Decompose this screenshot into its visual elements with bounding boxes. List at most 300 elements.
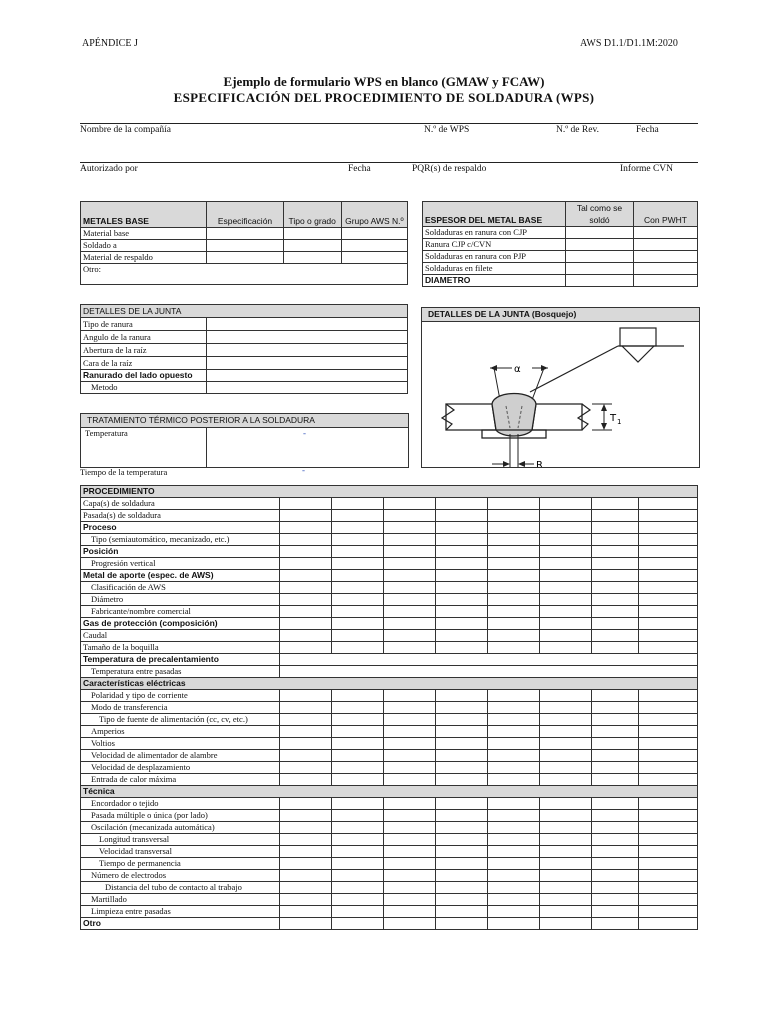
table-cell[interactable] [539, 642, 591, 654]
table-cell[interactable] [331, 858, 383, 870]
table-cell[interactable] [487, 714, 539, 726]
table-cell[interactable] [331, 594, 383, 606]
table-cell[interactable] [566, 263, 634, 275]
table-cell[interactable] [539, 858, 591, 870]
table-cell[interactable] [487, 618, 539, 630]
table-cell[interactable] [435, 774, 487, 786]
table-cell[interactable] [279, 726, 331, 738]
table-cell[interactable] [435, 570, 487, 582]
table-cell[interactable] [283, 240, 341, 252]
table-cell[interactable] [539, 894, 591, 906]
table-cell[interactable] [539, 534, 591, 546]
table-cell[interactable] [591, 774, 639, 786]
table-cell[interactable] [639, 606, 698, 618]
table-cell[interactable] [279, 582, 331, 594]
table-cell[interactable] [487, 774, 539, 786]
table-cell[interactable] [639, 870, 698, 882]
table-cell[interactable] [487, 642, 539, 654]
table-cell[interactable] [331, 726, 383, 738]
table-cell[interactable] [331, 750, 383, 762]
table-cell[interactable] [487, 846, 539, 858]
table-cell[interactable] [639, 690, 698, 702]
table-cell[interactable] [331, 702, 383, 714]
table-cell[interactable] [283, 252, 341, 264]
table-row [81, 606, 698, 618]
table-cell[interactable] [331, 834, 383, 846]
table-cell[interactable] [639, 834, 698, 846]
table-cell[interactable] [331, 642, 383, 654]
table-cell[interactable] [435, 582, 487, 594]
table-cell[interactable] [279, 630, 331, 642]
table-cell[interactable] [331, 570, 383, 582]
table-cell[interactable] [639, 702, 698, 714]
table-cell[interactable] [331, 534, 383, 546]
table-cell[interactable] [331, 846, 383, 858]
table-cell[interactable] [487, 606, 539, 618]
table-cell[interactable] [487, 510, 539, 522]
table-cell[interactable] [487, 690, 539, 702]
table-cell[interactable] [591, 522, 639, 534]
table-cell[interactable] [383, 546, 435, 558]
table-cell[interactable] [487, 882, 539, 894]
table-cell[interactable] [283, 228, 341, 240]
table-cell[interactable] [435, 822, 487, 834]
table-cell[interactable] [591, 498, 639, 510]
table-cell[interactable] [639, 714, 698, 726]
table-cell[interactable] [591, 510, 639, 522]
table-cell[interactable] [639, 918, 698, 930]
table-cell[interactable] [639, 630, 698, 642]
table-cell[interactable] [591, 762, 639, 774]
table-cell[interactable] [383, 570, 435, 582]
table-cell[interactable] [487, 522, 539, 534]
table-cell[interactable] [539, 522, 591, 534]
table-cell[interactable] [435, 510, 487, 522]
table-cell[interactable] [487, 822, 539, 834]
table-cell[interactable] [383, 750, 435, 762]
table-cell[interactable] [591, 570, 639, 582]
table-cell[interactable] [207, 318, 408, 331]
table-cell[interactable] [487, 762, 539, 774]
table-cell[interactable] [639, 750, 698, 762]
table-cell[interactable] [539, 606, 591, 618]
table-cell[interactable] [539, 714, 591, 726]
table-cell[interactable] [591, 546, 639, 558]
table-cell[interactable] [279, 738, 331, 750]
table-cell[interactable] [639, 738, 698, 750]
table-cell[interactable] [383, 522, 435, 534]
table-cell[interactable] [591, 882, 639, 894]
table-cell[interactable] [591, 906, 639, 918]
table-cell[interactable] [435, 846, 487, 858]
table-cell[interactable] [279, 762, 331, 774]
table-cell[interactable] [383, 882, 435, 894]
table-cell[interactable] [539, 846, 591, 858]
table-cell[interactable] [435, 498, 487, 510]
table-cell[interactable] [331, 798, 383, 810]
date-field-2[interactable]: Fecha [348, 164, 371, 174]
table-cell[interactable] [639, 906, 698, 918]
table-cell[interactable] [639, 822, 698, 834]
table-cell[interactable] [383, 606, 435, 618]
table-cell[interactable] [279, 510, 331, 522]
table-cell[interactable] [487, 750, 539, 762]
table-cell[interactable] [383, 858, 435, 870]
wps-number-field[interactable]: N.º de WPS [424, 125, 470, 135]
table-cell[interactable] [591, 918, 639, 930]
table-cell[interactable] [591, 642, 639, 654]
table-cell[interactable] [383, 618, 435, 630]
authorized-field[interactable]: Autorizado por [80, 164, 138, 174]
table-cell[interactable] [435, 738, 487, 750]
table-cell[interactable] [383, 582, 435, 594]
table-cell[interactable] [435, 714, 487, 726]
table-cell[interactable] [383, 498, 435, 510]
table-cell[interactable] [383, 810, 435, 822]
table-cell[interactable] [634, 263, 698, 275]
table-cell[interactable] [591, 534, 639, 546]
table-cell[interactable] [591, 834, 639, 846]
table-cell[interactable] [639, 570, 698, 582]
table-cell[interactable] [383, 834, 435, 846]
table-cell[interactable] [591, 822, 639, 834]
table-cell[interactable] [539, 690, 591, 702]
table-cell[interactable] [539, 834, 591, 846]
table-cell[interactable] [435, 894, 487, 906]
table-cell[interactable] [487, 810, 539, 822]
table-cell[interactable] [539, 738, 591, 750]
table-cell[interactable] [331, 906, 383, 918]
table-cell[interactable] [435, 522, 487, 534]
table-cell[interactable] [341, 240, 407, 252]
table-cell[interactable] [383, 702, 435, 714]
table-cell[interactable] [383, 870, 435, 882]
table-cell[interactable] [539, 762, 591, 774]
table-cell[interactable] [539, 594, 591, 606]
table-cell[interactable] [539, 798, 591, 810]
table-cell[interactable] [487, 738, 539, 750]
table-cell[interactable] [331, 762, 383, 774]
table-cell[interactable] [639, 510, 698, 522]
table-cell[interactable] [639, 594, 698, 606]
table-cell[interactable] [279, 822, 331, 834]
table-cell[interactable] [634, 275, 698, 287]
table-cell[interactable] [331, 870, 383, 882]
procedure-row-label: Progresión vertical [81, 558, 280, 570]
table-cell[interactable] [279, 882, 331, 894]
table-cell[interactable] [279, 522, 331, 534]
table-cell[interactable] [566, 251, 634, 263]
table-cell[interactable] [383, 558, 435, 570]
table-row [81, 594, 698, 606]
table-cell[interactable] [539, 582, 591, 594]
table-cell[interactable] [487, 558, 539, 570]
table-cell[interactable] [383, 918, 435, 930]
table-cell[interactable] [487, 498, 539, 510]
table-cell[interactable] [331, 582, 383, 594]
table-cell[interactable] [331, 510, 383, 522]
table-cell[interactable] [539, 558, 591, 570]
company-field[interactable]: Nombre de la compañía [80, 125, 172, 135]
table-cell[interactable] [435, 558, 487, 570]
table-cell[interactable] [435, 726, 487, 738]
table-cell[interactable] [591, 894, 639, 906]
table-cell[interactable] [279, 846, 331, 858]
table-cell[interactable] [539, 498, 591, 510]
table-cell[interactable] [639, 642, 698, 654]
table-cell[interactable] [331, 606, 383, 618]
table-cell[interactable] [435, 810, 487, 822]
table-cell[interactable] [383, 738, 435, 750]
table-cell[interactable] [539, 510, 591, 522]
table-cell[interactable] [639, 522, 698, 534]
table-cell[interactable] [435, 870, 487, 882]
table-cell[interactable] [634, 227, 698, 239]
table-cell[interactable] [639, 582, 698, 594]
table-cell[interactable] [487, 582, 539, 594]
table-cell[interactable] [591, 690, 639, 702]
table-cell[interactable] [435, 606, 487, 618]
table-cell[interactable] [279, 798, 331, 810]
table-cell[interactable] [566, 239, 634, 251]
table-cell[interactable] [435, 882, 487, 894]
table-cell[interactable] [383, 714, 435, 726]
table-cell[interactable] [279, 906, 331, 918]
table-cell[interactable] [279, 690, 331, 702]
table-cell[interactable] [591, 858, 639, 870]
pwht-time-value[interactable]: - [302, 465, 305, 475]
table-cell[interactable] [539, 630, 591, 642]
table-cell[interactable] [435, 702, 487, 714]
table-cell[interactable] [435, 798, 487, 810]
table-cell[interactable] [591, 558, 639, 570]
table-cell[interactable] [279, 498, 331, 510]
table-cell[interactable] [383, 642, 435, 654]
pwht-temperature-value[interactable]: - [303, 428, 306, 438]
table-cell[interactable] [279, 618, 331, 630]
table-cell[interactable] [435, 618, 487, 630]
table-cell[interactable] [207, 370, 408, 382]
table-cell[interactable] [539, 882, 591, 894]
table-cell[interactable] [487, 630, 539, 642]
table-row [81, 702, 698, 714]
table-cell[interactable] [341, 228, 407, 240]
table-cell[interactable] [279, 654, 697, 666]
table-cell[interactable] [639, 882, 698, 894]
table-cell[interactable] [279, 558, 331, 570]
table-cell[interactable] [566, 275, 634, 287]
table-cell[interactable] [331, 738, 383, 750]
table-cell[interactable] [383, 510, 435, 522]
table-cell[interactable] [639, 726, 698, 738]
table-cell[interactable] [331, 558, 383, 570]
table-cell[interactable] [279, 714, 331, 726]
table-cell[interactable] [639, 498, 698, 510]
date-field-1[interactable]: Fecha [636, 125, 659, 135]
table-cell[interactable] [639, 618, 698, 630]
table-cell[interactable] [591, 630, 639, 642]
table-cell[interactable] [639, 858, 698, 870]
table-cell[interactable] [639, 810, 698, 822]
table-cell[interactable] [435, 690, 487, 702]
procedure-row-label: Número de electrodos [81, 870, 280, 882]
table-cell[interactable] [539, 702, 591, 714]
table-cell[interactable] [539, 774, 591, 786]
table-cell[interactable] [279, 834, 331, 846]
table-cell[interactable] [279, 534, 331, 546]
table-cell[interactable] [383, 690, 435, 702]
table-cell[interactable] [279, 870, 331, 882]
table-cell[interactable] [487, 894, 539, 906]
table-cell[interactable] [487, 726, 539, 738]
table-cell[interactable] [207, 252, 283, 264]
table-cell[interactable] [435, 762, 487, 774]
table-cell[interactable] [331, 690, 383, 702]
table-cell[interactable] [566, 227, 634, 239]
table-cell[interactable] [639, 558, 698, 570]
table-cell[interactable] [591, 714, 639, 726]
table-cell[interactable] [487, 918, 539, 930]
pqr-field[interactable]: PQR(s) de respaldo [412, 164, 487, 174]
table-cell[interactable] [383, 762, 435, 774]
table-cell[interactable] [279, 774, 331, 786]
table-cell[interactable] [331, 630, 383, 642]
table-cell[interactable] [487, 858, 539, 870]
table-cell[interactable] [383, 798, 435, 810]
table-cell[interactable] [591, 618, 639, 630]
table-cell[interactable] [207, 357, 408, 370]
table-cell[interactable] [341, 252, 407, 264]
table-cell[interactable] [591, 702, 639, 714]
table-cell[interactable] [487, 546, 539, 558]
table-cell[interactable] [487, 570, 539, 582]
table-cell[interactable] [207, 382, 408, 394]
table-cell[interactable] [539, 546, 591, 558]
table-cell[interactable] [591, 738, 639, 750]
table-cell[interactable] [487, 702, 539, 714]
table-cell[interactable] [539, 570, 591, 582]
table-cell[interactable] [591, 726, 639, 738]
table-cell[interactable] [634, 239, 698, 251]
table-cell[interactable] [539, 750, 591, 762]
table-cell[interactable] [279, 858, 331, 870]
table-cell[interactable] [487, 594, 539, 606]
table-cell[interactable] [634, 251, 698, 263]
table-cell[interactable] [435, 630, 487, 642]
table-cell[interactable] [487, 870, 539, 882]
table-cell[interactable] [207, 240, 283, 252]
table-cell[interactable] [383, 726, 435, 738]
table-cell[interactable] [331, 774, 383, 786]
table-cell[interactable] [207, 228, 283, 240]
table-cell[interactable] [279, 702, 331, 714]
table-cell[interactable] [383, 846, 435, 858]
table-cell[interactable] [331, 882, 383, 894]
table-cell[interactable] [383, 594, 435, 606]
table-row [81, 714, 698, 726]
table-cell[interactable] [279, 666, 697, 678]
table-cell[interactable] [279, 810, 331, 822]
table-cell[interactable] [639, 846, 698, 858]
table-cell[interactable] [435, 594, 487, 606]
table-cell[interactable] [279, 606, 331, 618]
table-cell[interactable] [487, 906, 539, 918]
table-cell[interactable] [539, 726, 591, 738]
table-cell[interactable] [331, 618, 383, 630]
table-cell[interactable] [383, 630, 435, 642]
table-cell[interactable] [639, 774, 698, 786]
table-cell[interactable] [383, 774, 435, 786]
table-cell[interactable] [487, 834, 539, 846]
table-cell[interactable] [539, 810, 591, 822]
table-cell[interactable] [639, 534, 698, 546]
table-cell[interactable] [539, 618, 591, 630]
revision-field[interactable]: N.º de Rev. [556, 125, 599, 135]
table-cell[interactable] [487, 798, 539, 810]
table-cell[interactable] [383, 894, 435, 906]
table-cell[interactable] [331, 546, 383, 558]
table-cell[interactable] [435, 858, 487, 870]
table-cell[interactable] [639, 894, 698, 906]
table-cell[interactable] [591, 846, 639, 858]
table-cell[interactable] [591, 870, 639, 882]
table-cell[interactable] [279, 642, 331, 654]
table-cell[interactable] [591, 810, 639, 822]
table-cell[interactable] [207, 331, 408, 344]
base-metal-other[interactable]: Otro: [81, 264, 408, 285]
table-cell[interactable] [435, 546, 487, 558]
table-cell[interactable] [639, 546, 698, 558]
table-cell[interactable] [279, 570, 331, 582]
table-cell[interactable] [331, 522, 383, 534]
table-cell[interactable] [435, 834, 487, 846]
table-cell[interactable] [435, 906, 487, 918]
table-cell[interactable] [331, 714, 383, 726]
table-cell[interactable] [383, 822, 435, 834]
table-cell[interactable] [639, 762, 698, 774]
table-cell[interactable] [331, 894, 383, 906]
table-cell[interactable] [487, 534, 539, 546]
table-cell[interactable] [279, 750, 331, 762]
table-cell[interactable] [435, 642, 487, 654]
table-cell[interactable] [207, 344, 408, 357]
table-cell[interactable] [591, 750, 639, 762]
table-cell[interactable] [331, 918, 383, 930]
table-cell[interactable] [539, 918, 591, 930]
table-cell[interactable] [435, 918, 487, 930]
table-cell[interactable] [279, 594, 331, 606]
table-cell[interactable] [435, 750, 487, 762]
table-cell[interactable] [331, 822, 383, 834]
table-cell[interactable] [591, 582, 639, 594]
table-cell[interactable] [539, 870, 591, 882]
table-cell[interactable] [539, 906, 591, 918]
table-cell[interactable] [279, 894, 331, 906]
table-cell[interactable] [435, 534, 487, 546]
table-cell[interactable] [639, 798, 698, 810]
table-cell[interactable] [331, 498, 383, 510]
table-cell[interactable] [279, 546, 331, 558]
table-cell[interactable] [279, 918, 331, 930]
table-cell[interactable] [383, 534, 435, 546]
cvn-field[interactable]: Informe CVN [620, 164, 674, 174]
table-cell[interactable] [383, 906, 435, 918]
table-cell[interactable] [591, 798, 639, 810]
table-cell[interactable] [591, 606, 639, 618]
table-cell[interactable] [591, 594, 639, 606]
table-cell[interactable] [331, 810, 383, 822]
table-cell[interactable] [539, 822, 591, 834]
